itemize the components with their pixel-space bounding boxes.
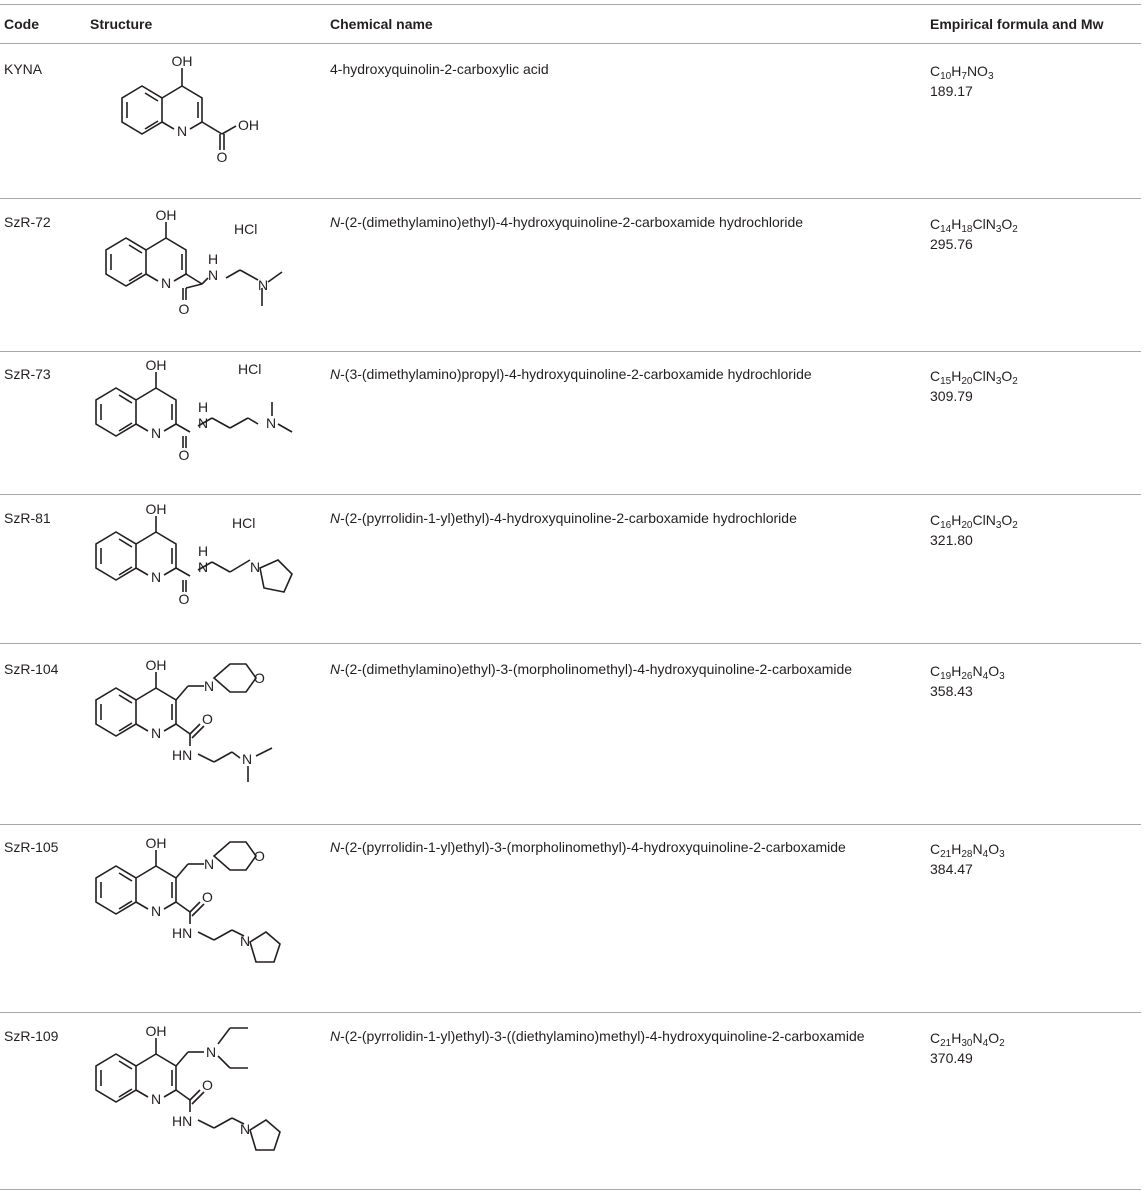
atom-label: OH — [145, 1023, 167, 1039]
atom-label: N — [266, 415, 277, 431]
atom-label: OH — [155, 207, 177, 223]
atom-label: HCl — [232, 515, 256, 531]
atom-label: HN — [172, 747, 193, 763]
molecular-weight: 309.79 — [930, 388, 973, 404]
atom-label: O — [254, 670, 265, 686]
compound-code: SzR-72 — [4, 214, 51, 230]
atom-label: N — [198, 415, 209, 431]
atom-label: N — [208, 267, 219, 283]
atom-label: N — [150, 725, 162, 741]
atom-label: O — [202, 889, 213, 905]
atom-label: N — [250, 559, 261, 575]
atom-label: N — [176, 123, 188, 139]
table-top-rule — [0, 4, 1141, 5]
atom-label: O — [202, 1077, 213, 1093]
row-rule — [0, 824, 1141, 825]
atom-label: O — [178, 591, 190, 607]
structure-drawing — [80, 498, 320, 614]
molecular-weight: 358.43 — [930, 683, 973, 699]
atom-label: OH — [145, 501, 167, 517]
header-chemical-name: Chemical name — [330, 16, 433, 32]
atom-label: N — [150, 569, 162, 585]
molecular-weight: 384.47 — [930, 861, 973, 877]
compound-code: SzR-81 — [4, 510, 51, 526]
atom-label: OH — [145, 657, 167, 673]
atom-label: O — [216, 149, 228, 164]
atom-label: H — [198, 543, 209, 559]
atom-label: H — [208, 251, 219, 267]
compound-code: SzR-73 — [4, 366, 51, 382]
chemical-name: N-(2-(pyrrolidin-1-yl)ethyl)-3-(morpholinomethyl)-4-hydroxyquinoline-2-carboxamide — [330, 839, 846, 855]
structure-drawing — [80, 648, 320, 788]
empirical-formula — [930, 61, 994, 101]
atom-label: O — [202, 711, 213, 727]
atom-label: HCl — [234, 221, 258, 237]
atom-label: N — [150, 1091, 162, 1107]
atom-label: N — [258, 277, 269, 293]
atom-label: N — [150, 425, 162, 441]
atom-label: HN — [172, 925, 193, 941]
formula-text: $C_{10}H_7NO_3$ — [930, 63, 994, 82]
atom-label: OH — [145, 835, 167, 851]
atom-label: H — [198, 399, 209, 415]
header-formula: Empirical formula and Mw — [930, 16, 1104, 32]
row-rule — [0, 1012, 1141, 1013]
formula-text: $C_{19}H_{26}N_4O_3$ — [930, 663, 1005, 682]
empirical-formula — [930, 1028, 1005, 1068]
atom-label: O — [178, 447, 190, 463]
structure-drawing — [80, 354, 320, 464]
compound-code: KYNA — [4, 61, 43, 77]
structure-drawing — [80, 44, 320, 164]
atom-label: HN — [172, 1113, 193, 1129]
empirical-formula — [930, 366, 1018, 406]
atom-label: OH — [238, 117, 259, 133]
chemical-name: N-(2-(dimethylamino)ethyl)-4-hydroxyquinoline-2-carboxamide hydrochloride — [330, 214, 804, 230]
atom-label: N — [204, 678, 215, 694]
molecular-weight: 189.17 — [930, 83, 973, 99]
atom-label: N — [206, 1044, 217, 1060]
formula-text: $C_{14}H_{18}ClN_3O_2$ — [930, 216, 1018, 235]
atom-label: OH — [145, 357, 167, 373]
formula-text: $C_{16}H_{20}ClN_3O_2$ — [930, 512, 1018, 531]
table-bottom-rule — [0, 1189, 1141, 1190]
formula-text: $C_{21}H_{30}N_4O_2$ — [930, 1030, 1005, 1049]
chemical-name: N-(2-(pyrrolidin-1-yl)ethyl)-4-hydroxyquinoline-2-carboxamide hydrochloride — [330, 510, 797, 526]
atom-label: HCl — [238, 361, 262, 377]
structure-drawing — [80, 826, 320, 974]
molecular-weight: 295.76 — [930, 236, 973, 252]
atom-label: N — [150, 903, 162, 919]
atom-label: O — [178, 301, 190, 317]
atom-label: N — [198, 559, 209, 575]
atom-label: O — [254, 848, 265, 864]
empirical-formula — [930, 661, 1005, 701]
row-rule — [0, 198, 1141, 199]
empirical-formula — [930, 214, 1018, 254]
row-rule — [0, 643, 1141, 644]
compound-code: SzR-109 — [4, 1028, 59, 1044]
atom-label: N — [204, 856, 215, 872]
structure-drawing — [80, 1014, 320, 1164]
formula-text: $C_{15}H_{20}ClN_3O_2$ — [930, 368, 1018, 387]
row-rule — [0, 494, 1141, 495]
header-code: Code — [4, 16, 39, 32]
formula-text: $C_{21}H_{28}N_4O_3$ — [930, 841, 1005, 860]
row-rule — [0, 351, 1141, 352]
header-structure: Structure — [90, 16, 153, 32]
chemical-name: N-(2-(dimethylamino)ethyl)-3-(morpholinomethyl)-4-hydroxyquinoline-2-carboxamide — [330, 661, 853, 677]
molecular-weight: 370.49 — [930, 1050, 973, 1066]
empirical-formula — [930, 839, 1005, 879]
chemical-name: N-(3-(dimethylamino)propyl)-4-hydroxyquinoline-2-carboxamide hydrochloride — [330, 366, 812, 382]
atom-label: OH — [171, 53, 193, 69]
atom-label: N — [240, 933, 251, 949]
atom-label: N — [242, 751, 253, 767]
molecular-weight: 321.80 — [930, 532, 973, 548]
atom-label: N — [240, 1121, 251, 1137]
atom-label: N — [160, 275, 172, 291]
chemical-name: N-(2-(pyrrolidin-1-yl)ethyl)-3-((diethylamino)methyl)-4-hydroxyquinoline-2-carboxamide — [330, 1028, 865, 1044]
chemical-name: 4-hydroxyquinolin-2-carboxylic acid — [330, 61, 549, 77]
structure-drawing — [80, 200, 320, 320]
empirical-formula — [930, 510, 1018, 550]
compound-code: SzR-104 — [4, 661, 59, 677]
compound-code: SzR-105 — [4, 839, 59, 855]
